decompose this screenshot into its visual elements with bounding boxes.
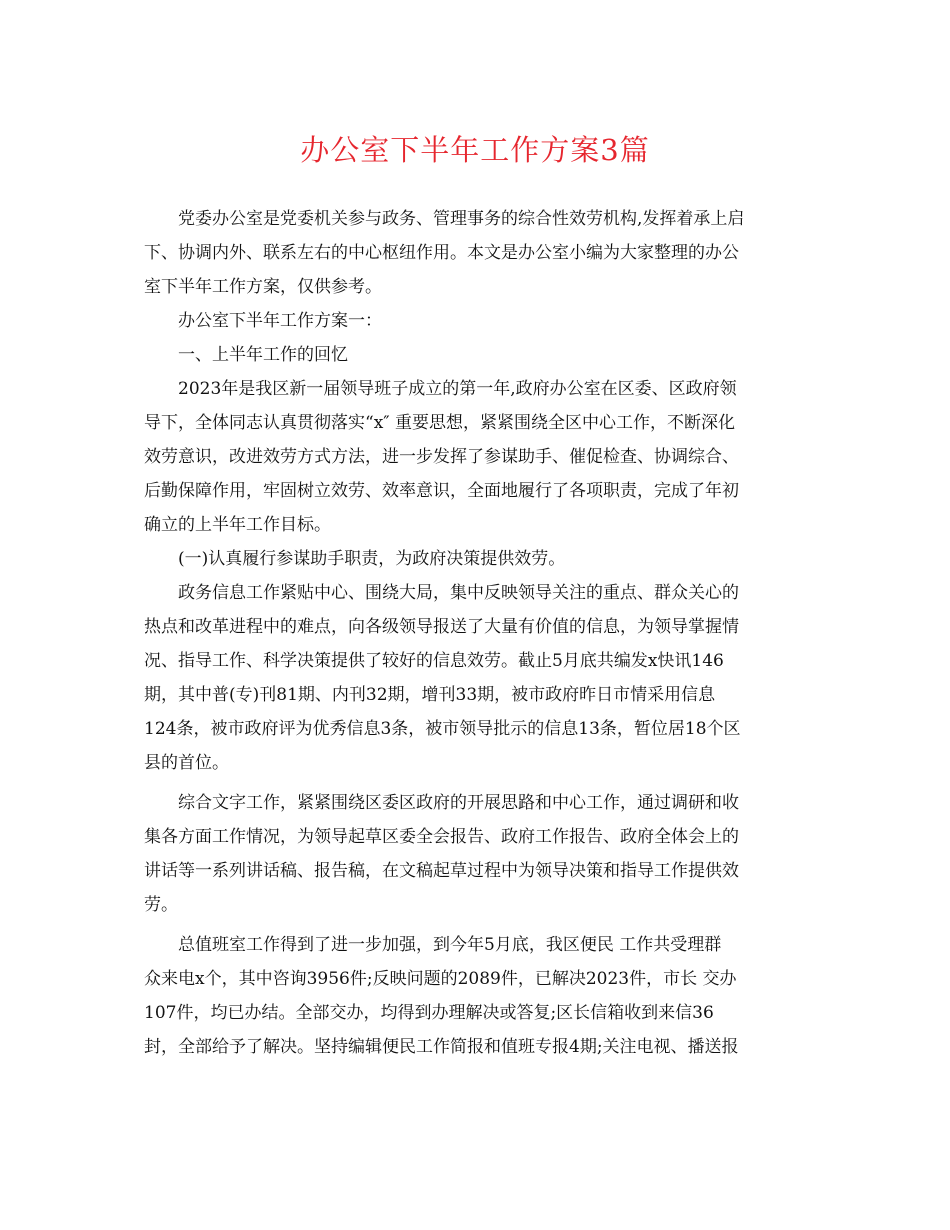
section-heading: 办公室下半年工作方案一： (178, 311, 382, 331)
paragraph-line: 讲话等一系列讲话稿、报告稿，在文稿起草过程中为领导决策和指导工作提供效 (144, 861, 739, 881)
paragraph-line: 后勤保障作用，牢固树立效劳、效率意识，全面地履行了各项职责，完成了年初 (144, 481, 739, 501)
paragraph-line: 劳。 (144, 895, 178, 915)
paragraph-line: 导下，全体同志认真贯彻落实“x″ 重要思想，紧紧围绕全区中心工作，不断深化 (144, 413, 736, 433)
paragraph-line: 2023年是我区新一届领导班子成立的第一年,政府办公室在区委、区政府领 (178, 379, 737, 399)
paragraph-line: 县的首位。 (144, 753, 229, 773)
paragraph-line: 集各方面工作情况，为领导起草区委全会报告、政府工作报告、政府全体会上的 (144, 827, 739, 847)
paragraph-line: 107件，均已办结。全部交办，均得到办理解决或答复;区长信箱收到来信36 (144, 1003, 714, 1023)
paragraph-line: 综合文字工作，紧紧围绕区委区政府的开展思路和中心工作，通过调研和收 (178, 793, 739, 813)
paragraph-line: 室下半年工作方案，仅供参考。 (144, 277, 382, 297)
paragraph-line: 确立的上半年工作目标。 (144, 515, 331, 535)
paragraph-line: 124条，被市政府评为优秀信息3条，被市领导批示的信息13条，暂位居18个区 (144, 719, 741, 739)
paragraph-line: 封，全部给予了解决。坚持编辑便民工作简报和值班专报4期;关注电视、播送报 (144, 1037, 739, 1057)
section-heading: 一、上半年工作的回忆 (178, 345, 348, 365)
paragraph-line: 党委办公室是党委机关参与政务、管理事务的综合性效劳机构,发挥着承上启 (178, 209, 745, 229)
paragraph-line: 总值班室工作得到了进一步加强，到今年5月底，我区便民 工作共受理群 (178, 935, 722, 955)
paragraph-line: 期，其中普(专)刊81期、内刊32期，增刊33期，被市政府昨日市情采用信息 (144, 685, 716, 705)
section-heading: (一)认真履行参谋助手职责，为政府决策提供效劳。 (178, 549, 566, 569)
document-title: 办公室下半年工作方案3篇 (300, 133, 650, 167)
paragraph-line: 热点和改革进程中的难点，向各级领导报送了大量有价值的信息，为领导掌握情 (144, 617, 739, 637)
document-body (144, 202, 806, 1064)
paragraph-line: 下、协调内外、联系左右的中心枢纽作用。本文是办公室小编为大家整理的办公 (144, 243, 739, 263)
paragraph-line: 政务信息工作紧贴中心、围绕大局，集中反映领导关注的重点、群众关心的 (178, 583, 739, 603)
paragraph-line: 效劳意识，改进效劳方式方法，进一步发挥了参谋助手、催促检查、协调综合、 (144, 447, 739, 467)
paragraph-line: 况、指导工作、科学决策提供了较好的信息效劳。截止5月底共编发x快讯146 (144, 651, 724, 671)
paragraph-line: 众来电x个，其中咨询3956件;反映问题的2089件，已解决2023件，市长 交办 (144, 969, 737, 989)
